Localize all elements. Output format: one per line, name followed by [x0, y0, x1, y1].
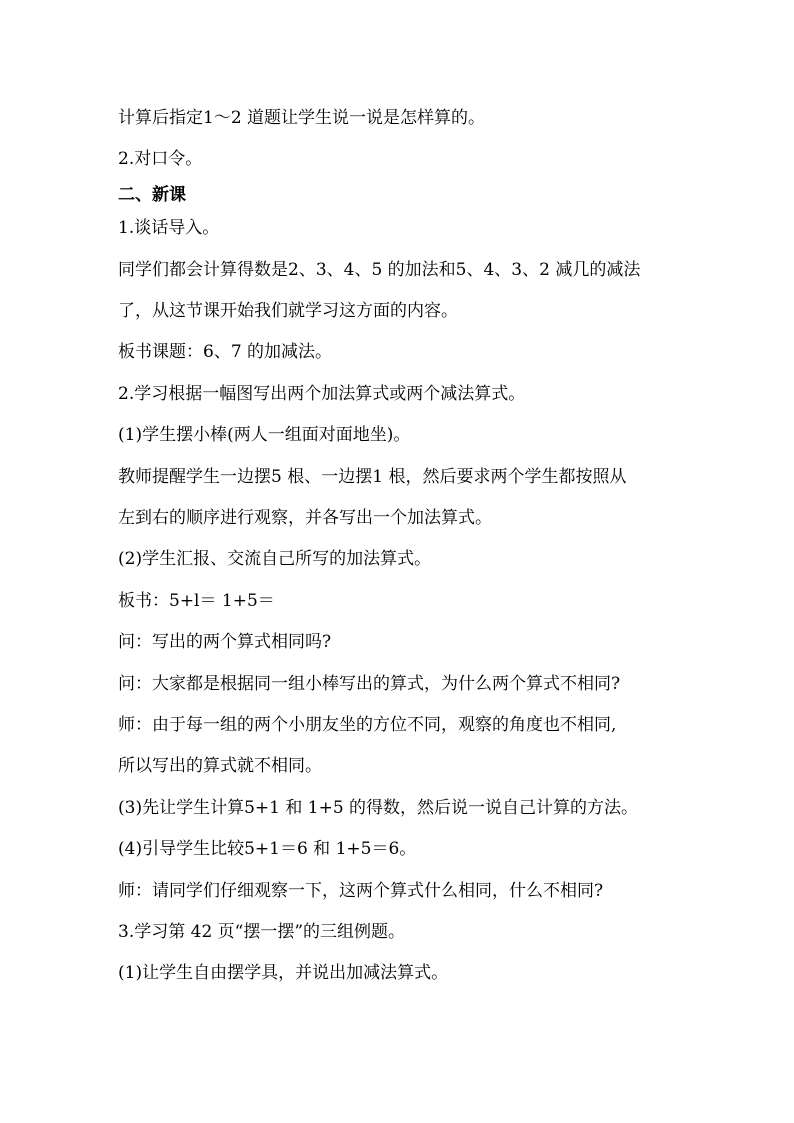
text-line: (4)引导学生比较5+1＝6 和 1+5＝6。: [118, 839, 417, 859]
text-line: 问：写出的两个算式相同吗?: [118, 632, 332, 652]
text-line: (1)让学生自由摆学具，并说出加减法算式。: [118, 963, 449, 983]
section-heading: 二、新课: [118, 185, 186, 205]
text-line: 3.学习第 42 页“摆一摆”的三组例题。: [118, 922, 406, 942]
text-line: (1)学生摆小棒(两人一组面对面地坐)。: [118, 425, 411, 445]
text-line: 同学们都会计算得数是2、3、4、5 的加法和5、4、3、2 减几的减法: [118, 260, 641, 280]
text-line: 师：请同学们仔细观察一下，这两个算式什么相同，什么不相同?: [118, 881, 604, 901]
text-line: 2.学习根据一幅图写出两个加法算式或两个减法算式。: [118, 384, 526, 404]
text-line: 了，从这节课开始我们就学习这方面的内容。: [118, 301, 458, 321]
text-line: (2)学生汇报、交流自己所写的加法算式。: [118, 549, 432, 569]
text-line: 1.谈话导入。: [118, 218, 220, 238]
text-line: 板书：5+l＝ 1+5＝: [118, 591, 275, 611]
text-line: 师：由于每一组的两个小朋友坐的方位不同，观察的角度也不相同,: [118, 715, 617, 735]
text-line: 计算后指定1～2 道题让学生说一说是怎样算的。: [118, 108, 486, 128]
text-line: 左到右的顺序进行观察，并各写出一个加法算式。: [118, 508, 492, 528]
text-line: 问：大家都是根据同一组小棒写出的算式，为什么两个算式不相同?: [118, 674, 621, 694]
text-line: (3)先让学生计算5+1 和 1+5 的得数，然后说一说自己计算的方法。: [118, 798, 639, 818]
text-line: 教师提醒学生一边摆5 根、一边摆1 根，然后要求两个学生都按照从: [118, 467, 627, 487]
text-line: 板书课题：6、7 的加减法。: [118, 342, 333, 362]
text-line: 2.对口令。: [118, 149, 203, 169]
text-line: 所以写出的算式就不相同。: [118, 756, 322, 776]
